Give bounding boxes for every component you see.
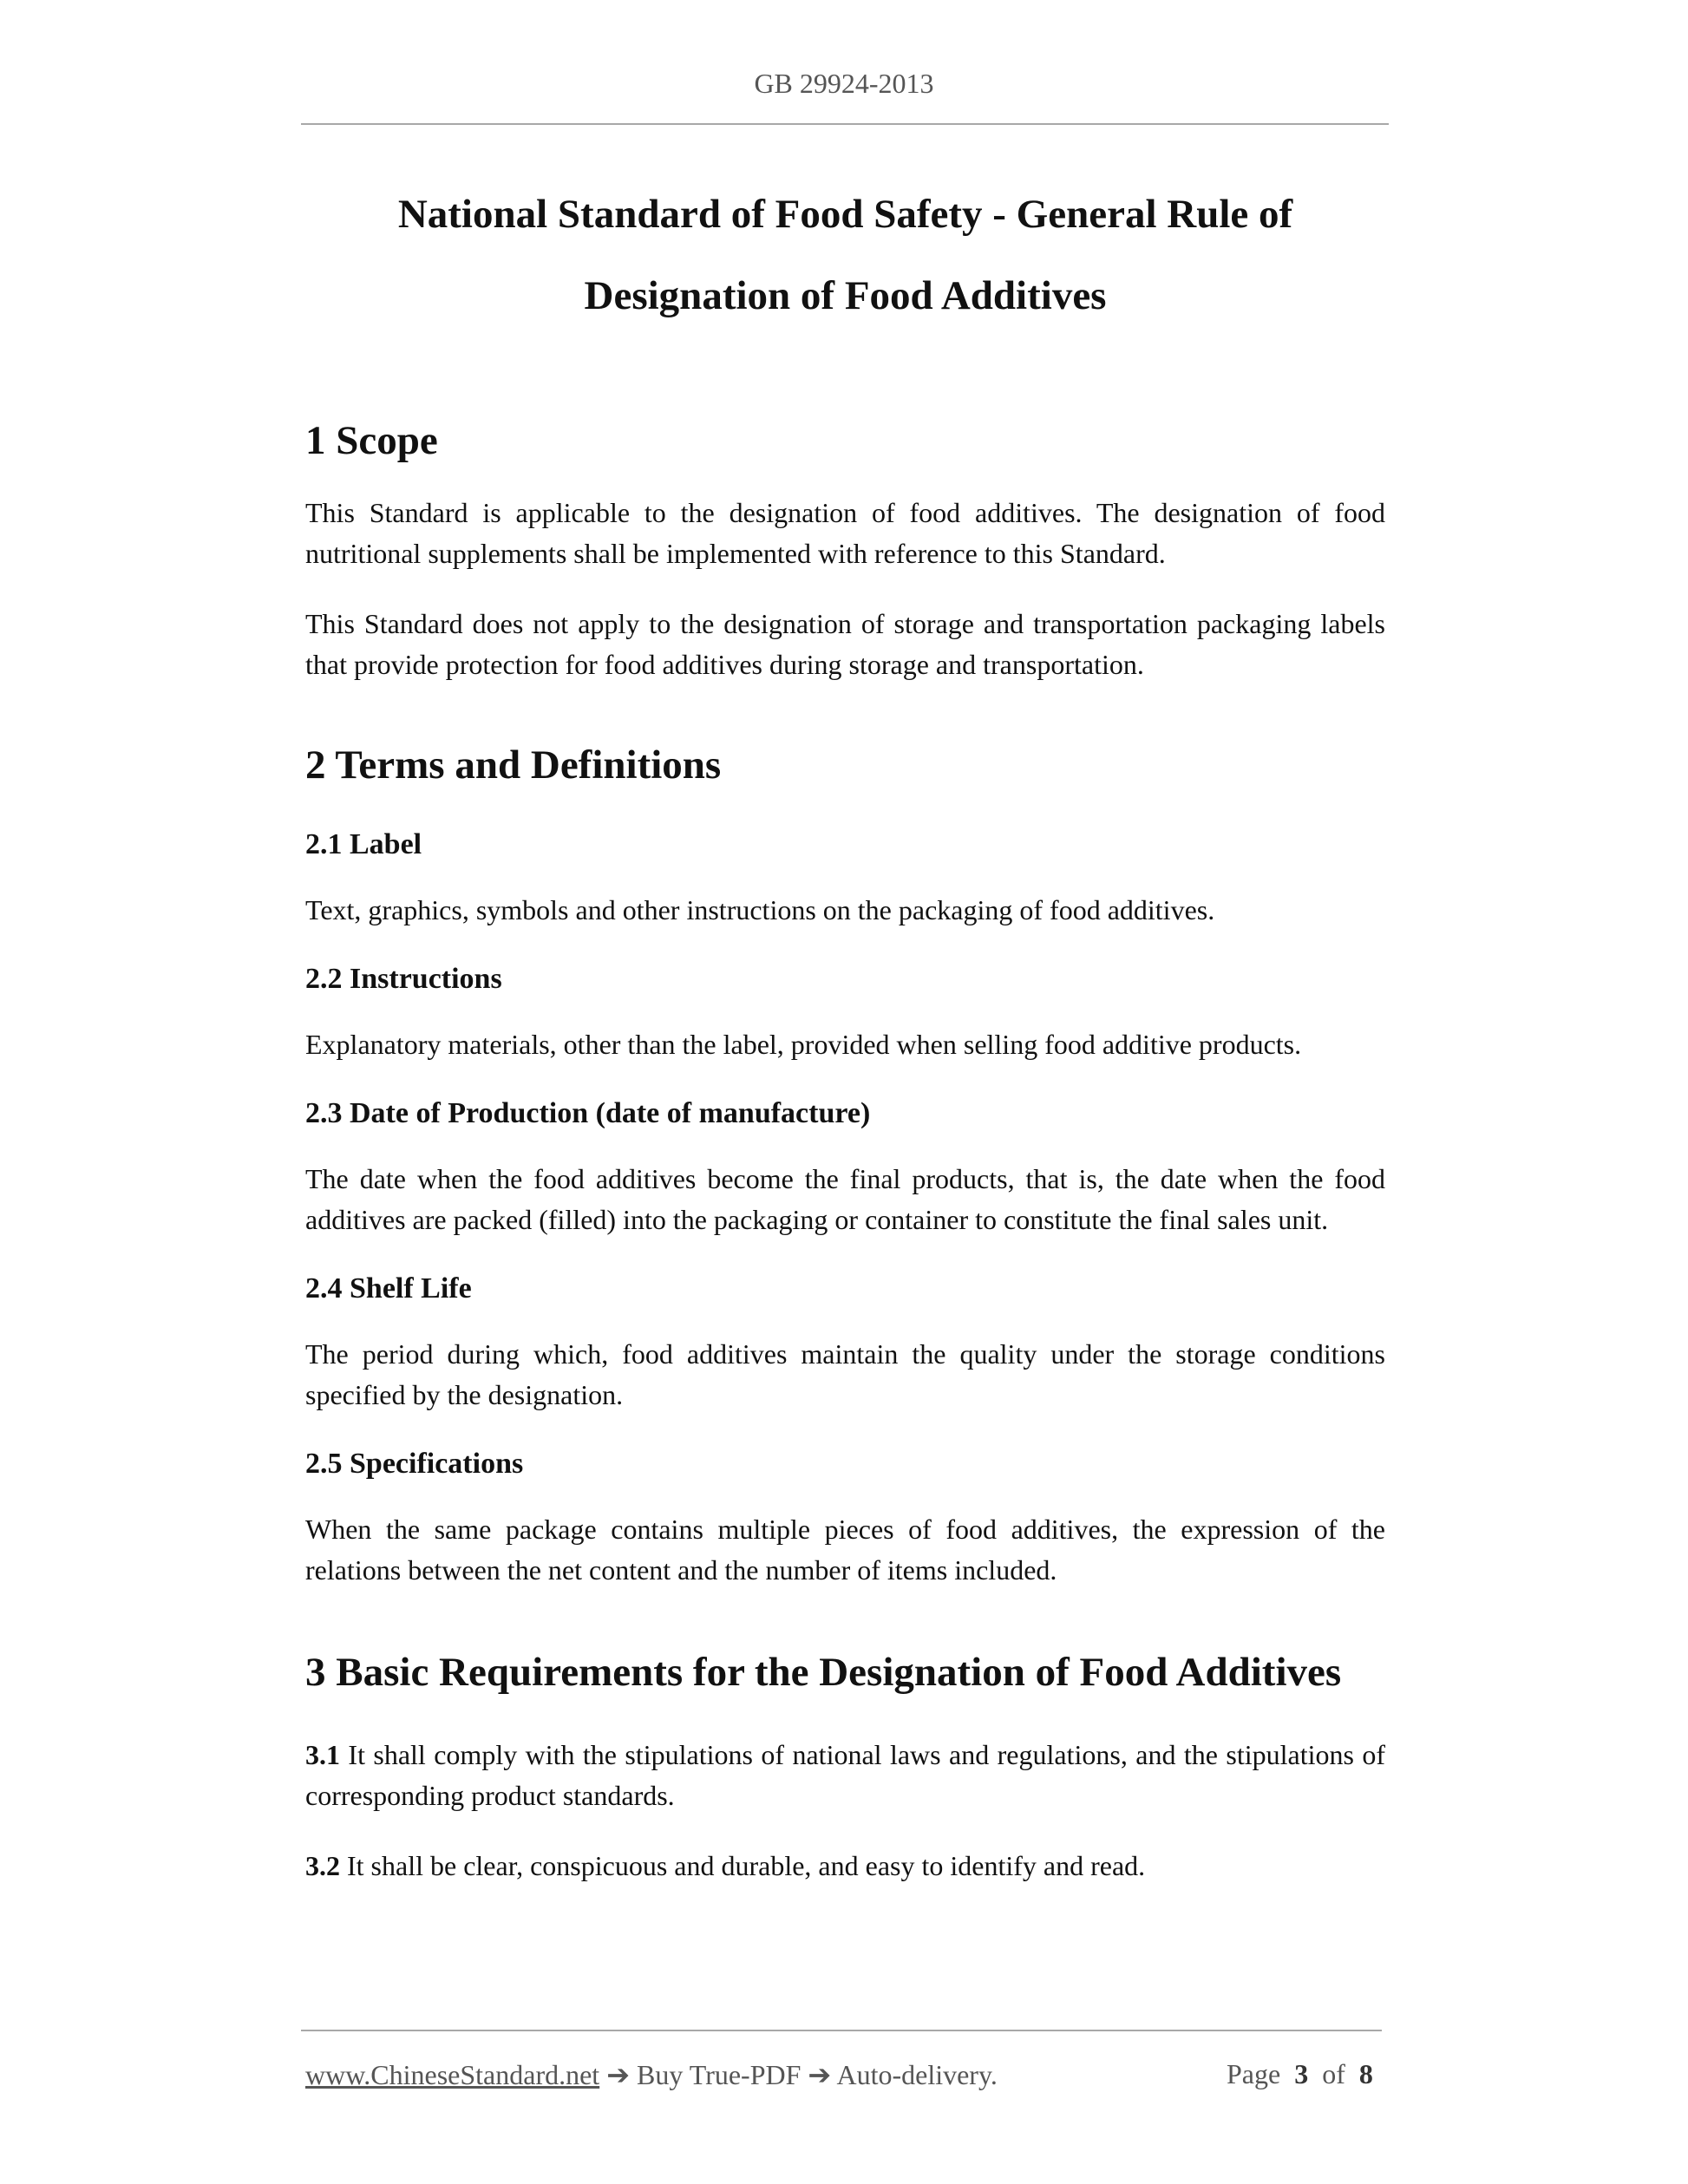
document-body <box>305 173 1385 1886</box>
section-3-2-text: It shall be clear, conspicuous and durable, and easy to identify and read. <box>340 1850 1146 1881</box>
section-2-2-heading: 2.2 Instructions <box>305 963 502 995</box>
header-divider <box>301 123 1389 125</box>
document-title <box>305 173 1385 337</box>
footer-divider <box>301 2030 1382 2031</box>
right-arrow-icon: ➔ <box>808 2059 832 2090</box>
footer-auto-text: Auto-delivery. <box>831 2059 998 2090</box>
section-2-4-text: The period during which, food additives maintain the quality under the storage conditions specified by the designation. <box>305 1338 1385 1410</box>
section-3-2-number: 3.2 <box>305 1850 340 1881</box>
section-3-1-number: 3.1 <box>305 1739 340 1770</box>
footer-promo <box>305 2058 998 2091</box>
website-link[interactable]: www.ChineseStandard.net <box>305 2059 600 2090</box>
section-2-heading: 2 Terms and Definitions <box>305 742 722 788</box>
title-line-1: National Standard of Food Safety - General Rule of <box>397 192 1293 237</box>
section-2-4-heading: 2.4 Shelf Life <box>305 1272 472 1305</box>
section-2-2-text: Explanatory materials, other than the label, provided when selling food additive products. <box>305 1029 1302 1060</box>
page-indicator <box>1227 2058 1373 2090</box>
section-1-heading: 1 Scope <box>305 418 438 463</box>
right-arrow-icon: ➔ <box>606 2059 630 2090</box>
section-3-2-paragraph <box>305 1846 1385 1886</box>
section-3-1-paragraph <box>305 1735 1385 1816</box>
title-line-2: Designation of Food Additives <box>584 273 1107 318</box>
section-2-3-text: The date when the food additives become the final products, that is, the date when the food additives are packed (filled) into the packaging or container to constitute the final sales unit. <box>305 1163 1385 1235</box>
current-page-number: 3 <box>1294 2058 1309 2089</box>
section-2-1-heading: 2.1 Label <box>305 828 422 860</box>
section-2-5-text: When the same package contains multiple pieces of food additives, the expression of the relations between the net content and the number of items included. <box>305 1514 1385 1586</box>
of-label: of <box>1322 2058 1345 2089</box>
page-label: Page <box>1227 2058 1281 2089</box>
footer-buy-text: Buy True-PDF <box>630 2059 808 2090</box>
section-3-heading: 3 Basic Requirements for the Designation of Food Additives <box>305 1650 1342 1695</box>
section-2-1-text: Text, graphics, symbols and other instructions on the packaging of food additives. <box>305 894 1215 925</box>
section-1-paragraph-2: This Standard does not apply to the designation of storage and transportation packaging labels that provide protection for food additives during storage and transportation. <box>305 608 1385 680</box>
standard-code-header: GB 29924-2013 <box>754 68 934 99</box>
total-page-number: 8 <box>1358 2058 1373 2089</box>
section-1-paragraph-1: This Standard is applicable to the designation of food additives. The designation of food nutritional supplements shall be implemented with reference to this Standard. <box>305 497 1385 569</box>
section-2-5-heading: 2.5 Specifications <box>305 1448 524 1480</box>
section-3-1-text: It shall comply with the stipulations of national laws and regulations, and the stipulations of corresponding product standards. <box>305 1739 1385 1811</box>
section-2-3-heading: 2.3 Date of Production (date of manufacture) <box>305 1097 871 1129</box>
